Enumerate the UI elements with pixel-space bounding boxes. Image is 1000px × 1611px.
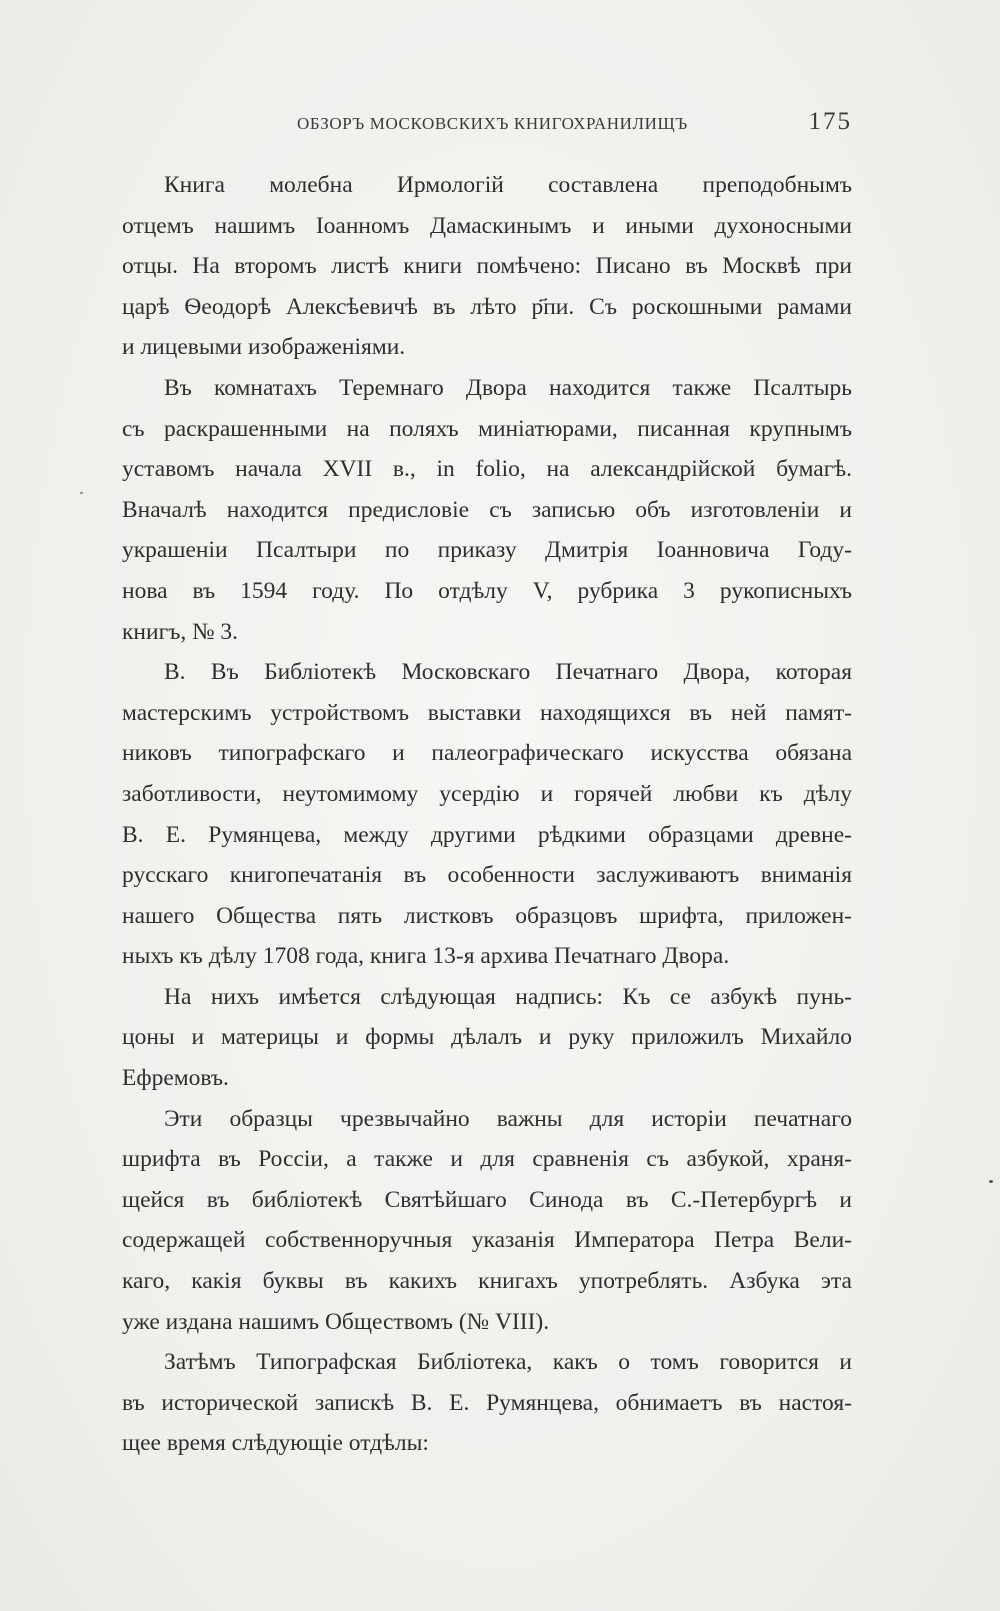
text-line: Ефремовъ.: [122, 1065, 229, 1092]
text-line: щейся въ библiотекѣ Святѣйшаго Синода въ С.-Петербургѣ и: [122, 1186, 852, 1213]
text-line: книгъ, № 3.: [122, 618, 239, 645]
text-line: цоны и материцы и формы дѣлалъ и руку приложилъ Михайло: [122, 1024, 852, 1051]
body-text: [122, 165, 852, 1464]
text-line: нашего Общества пять листковъ образцовъ шрифта, приложен-: [122, 902, 852, 929]
text-line: На нихъ имѣется слѣдующая надпись: Къ се азбукѣ пунь-: [164, 983, 852, 1010]
text-line: украшенiи Псалтыри по приказу Дмитрiя Iоанновича Году-: [122, 537, 852, 564]
text-line: нова въ 1594 году. По отдѣлу V, рубрика 3 рукописныхъ: [122, 577, 852, 604]
text-line: В. Въ Библiотекѣ Московскаго Печатнаго Двора, которая: [164, 659, 852, 686]
text-line: и лицевыми изображенiями.: [122, 334, 406, 361]
text-line: мастерскимъ устройствомъ выставки находящихся въ ней памят-: [122, 699, 852, 726]
paper-speck: [80, 492, 83, 494]
running-title: ОБЗОРЪ МОСКОВСКИХЪ КНИГОХРАНИЛИЩЪ: [297, 114, 688, 133]
text-line: отцы. На второмъ листѣ книги помѣчено: Писано въ Москвѣ при: [122, 253, 852, 280]
text-line: уже издана нашимъ Обществомъ (№ VIII).: [122, 1308, 550, 1335]
page-header: [122, 108, 852, 138]
text-line: уставомъ начала XVII в., in folio, на александрiйской бумагѣ.: [122, 456, 852, 483]
text-line: В. Е. Румянцева, между другими рѣдкими образцами древне-: [122, 821, 852, 848]
text-line: съ раскрашенными на поляхъ миніатюрами, писанная крупнымъ: [122, 415, 852, 442]
text-line: отцемъ нашимъ Iоанномъ Дамаскинымъ и иными духоносными: [122, 212, 852, 239]
text-line: никовъ типографскаго и палеографическаго искусства обязана: [122, 740, 852, 767]
text-line: заботливости, неутомимому усердiю и горячей любви къ дѣлу: [122, 780, 852, 807]
text-line: Вначалѣ находится предисловiе съ записью объ изготовленiи и: [122, 496, 852, 523]
text-line: шрифта въ Россiи, а также и для сравненiя съ азбукой, храня-: [122, 1146, 852, 1173]
text-line: въ исторической запискѣ В. Е. Румянцева, обнимаетъ въ настоя-: [122, 1389, 852, 1416]
page-number: 175: [808, 108, 852, 135]
text-line: царѣ Ѳеодорѣ Алексѣевичѣ въ лѣто р҃пи. Съ роскошными рамами: [122, 293, 852, 320]
text-line: русскаго книгопечатанiя въ особенности заслуживаютъ вниманiя: [122, 862, 852, 889]
text-line: Затѣмъ Типографская Библiотека, какъ о томъ говорится и: [164, 1349, 852, 1376]
text-line: ныхъ къ дѣлу 1708 года, книга 13-я архива Печатнаго Двора.: [122, 943, 730, 970]
text-line: Эти образцы чрезвычайно важны для исторiи печатнаго: [164, 1105, 852, 1132]
text-line: каго, какiя буквы въ какихъ книгахъ употреблять. Азбука эта: [122, 1268, 852, 1295]
paper-speck: [989, 1180, 993, 1183]
text-line: Книга молебна Ирмологiй составлена преподобнымъ: [164, 172, 852, 198]
text-line: Въ комнатахъ Теремнаго Двора находится также Псалтырь: [164, 374, 852, 401]
text-line: щее время слѣдующiе отдѣлы:: [122, 1430, 429, 1457]
text-line: содержащей собственноручныя указанiя Императора Петра Вели-: [122, 1227, 852, 1254]
